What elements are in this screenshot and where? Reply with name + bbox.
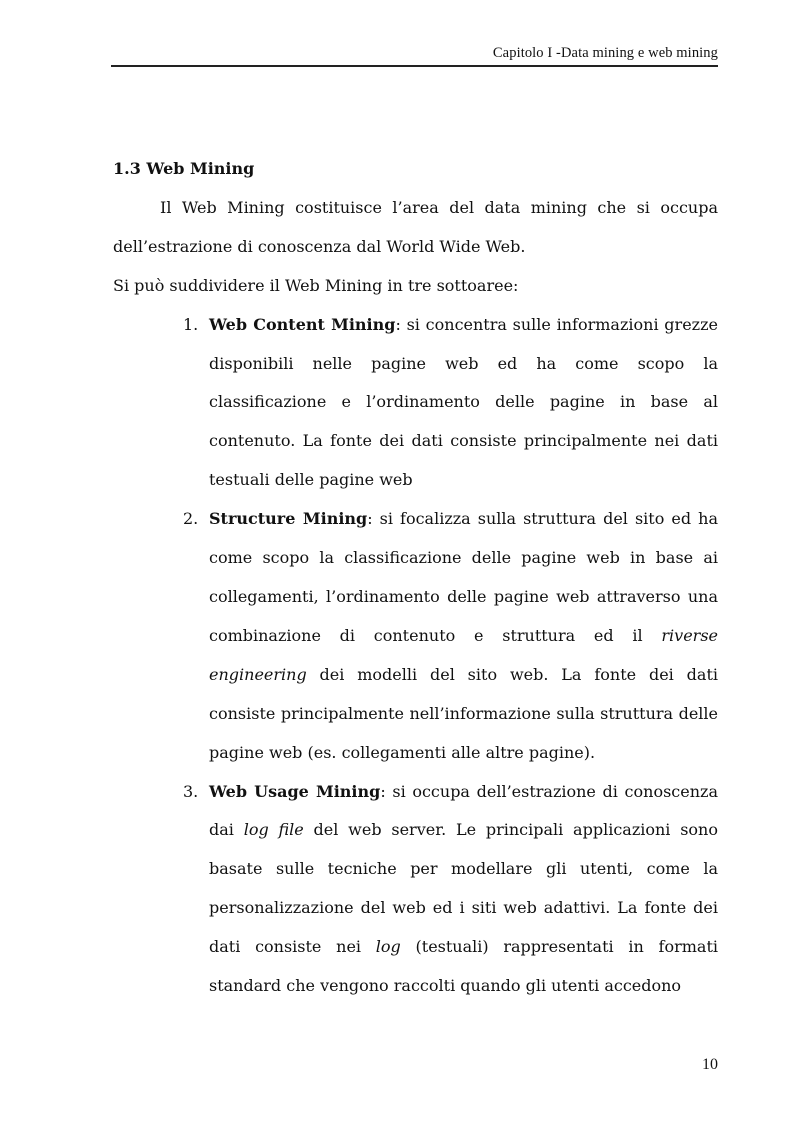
intro-paragraph: Il Web Mining costituisce l’area del data mining che si occupa dell’estrazione di conoscenza dal World Wide Web. [113,197,718,256]
list-item-structure-mining [183,500,718,772]
term-web-usage-mining: Web Usage Mining [209,781,381,801]
list-item-web-usage-mining [183,773,719,1006]
item-text: dei modelli del sito web. La fonte dei dati consiste principalmente nell’informazione sulla struttura delle pagine web (es. collegamenti alle altre pagine). [209,664,718,762]
header-rule [111,65,718,67]
list-item-web-content-mining [183,306,718,501]
term-structure-mining: Structure Mining [209,509,368,529]
term-web-content-mining: Web Content Mining [209,314,396,334]
italic-term: riverse engineering [209,625,718,684]
item-text: del web server. Le principali applicazioni sono basate sulle tecniche per modellare gli utenti, come la personalizzazione del web ed i siti web adattivi. La fonte dei dati consiste nei [209,820,718,957]
item-text: (testuali) rappresentati in formati standard che vengono raccolti quando gli utenti accedono [209,937,719,996]
italic-term: log [375,937,401,957]
running-header: Capitolo I -Data mining e web mining [492,45,718,61]
page-number: 10 [702,1056,718,1073]
subareas-list [113,306,718,1006]
section-title: 1.3 Web Mining [113,159,255,178]
item-text: : si occupa dell’estrazione di conoscenza dai [209,781,718,840]
item-text: : si concentra sulle informazioni grezze disponibili nelle pagine web ed ha come scopo la classificazione e l’ordinamento delle pagine in base al contenuto. La fonte dei dati consiste principalmente nei dati testuali delle pagine web [209,314,718,490]
page-body [113,150,718,1006]
italic-term: log file [243,820,304,840]
list-number: 3. [183,781,199,801]
list-number: 2. [183,509,199,529]
list-number: 1. [183,314,199,334]
item-text: : si focalizza sulla struttura del sito ed ha come scopo la classificazione delle pagine web in base ai collegamenti, l’ordinamento delle pagine web attraverso una combinazione di contenuto e struttura ed il [209,509,718,645]
lead-paragraph: Si può suddividere il Web Mining in tre sottoaree: [113,275,519,295]
